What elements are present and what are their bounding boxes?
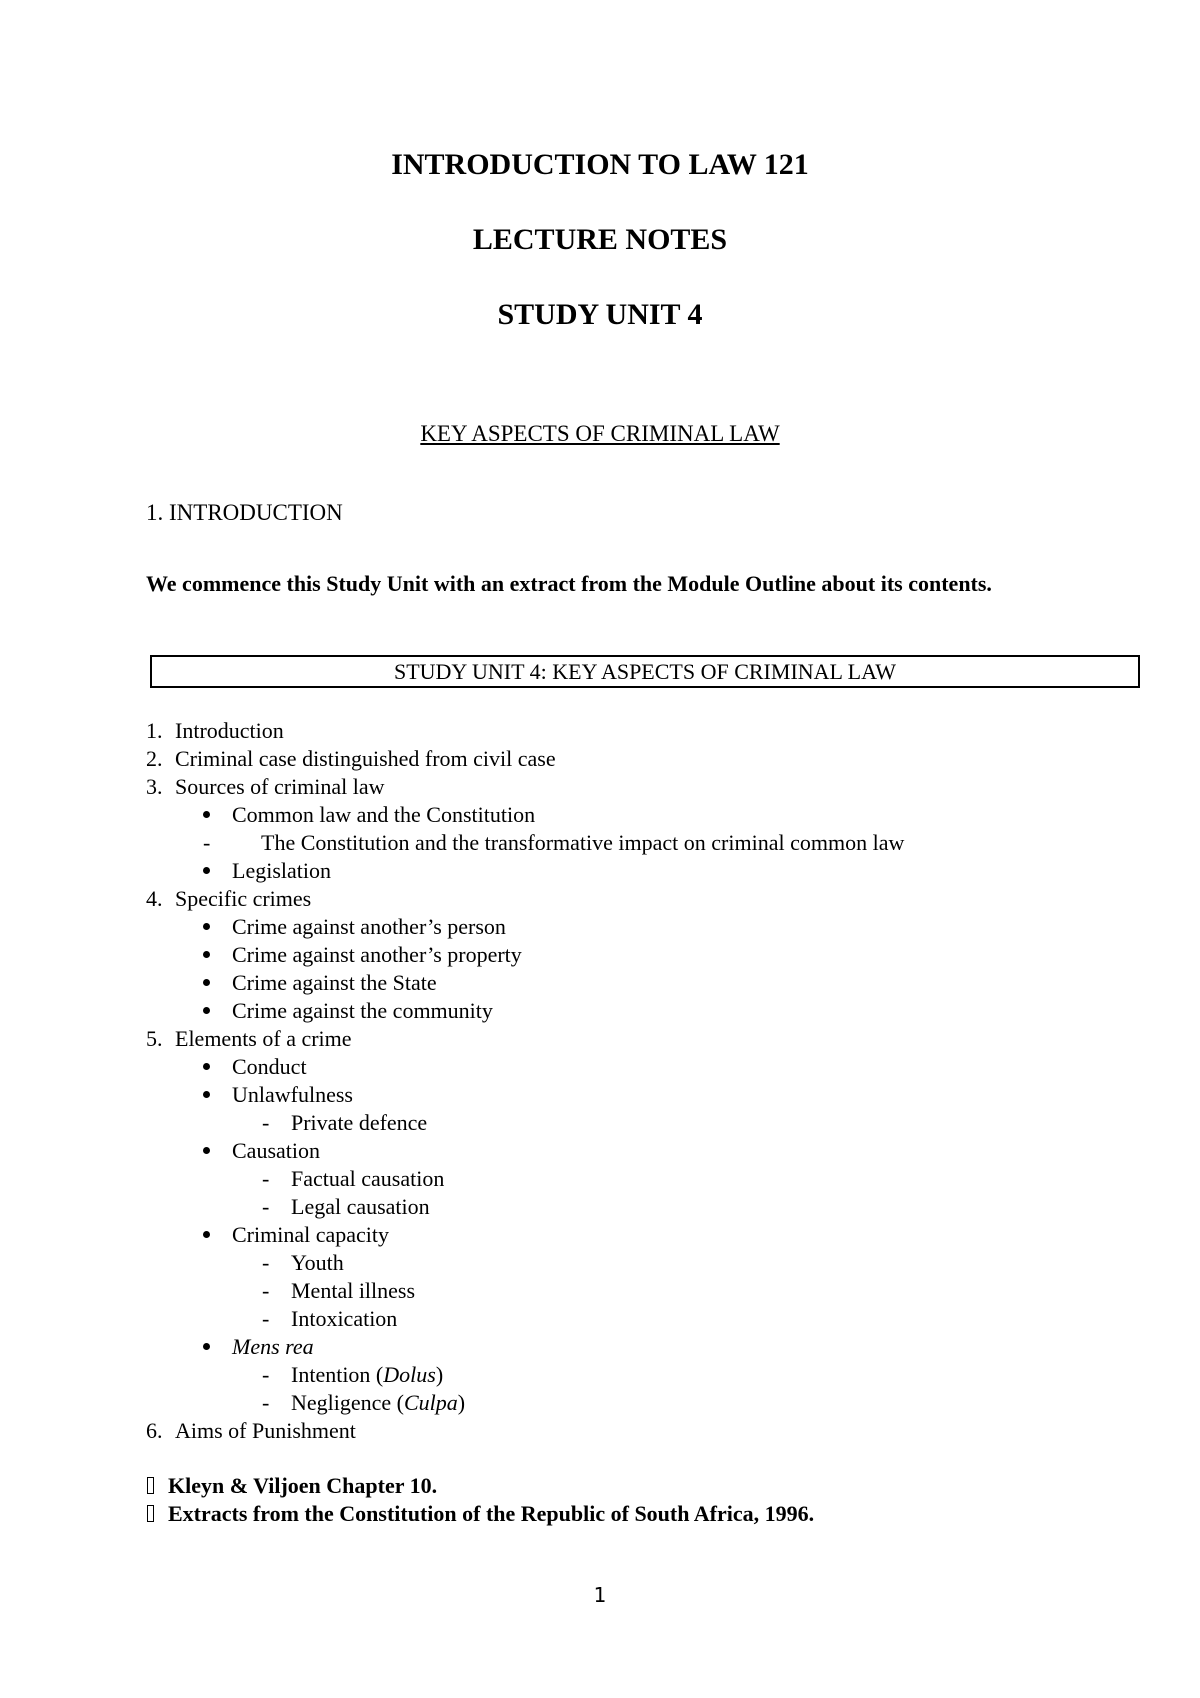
label-text: Negligence (: [291, 1390, 404, 1415]
dash-marker: -: [262, 1390, 270, 1415]
outline-sublabel: Unlawfulness: [232, 1082, 353, 1107]
dash-marker: -: [262, 1194, 270, 1219]
book-icon: [147, 1477, 154, 1494]
outline-number: 6.: [146, 1418, 163, 1443]
module-outline: [146, 717, 1146, 1445]
outline-number: 2.: [146, 746, 163, 771]
outline-subsubitem: [146, 1389, 1146, 1417]
outline-subsublabel: Youth: [291, 1250, 344, 1275]
outline-sublabel: Crime against the State: [232, 970, 437, 995]
outline-number: 4.: [146, 886, 163, 911]
outline-item: [146, 773, 1146, 801]
outline-label: Elements of a crime: [175, 1026, 352, 1051]
outline-subitem: [146, 801, 1146, 829]
page-number: 1: [593, 1583, 607, 1607]
outline-subsublabel: Intoxication: [291, 1306, 398, 1331]
outline-sublabel: Crime against another’s person: [232, 914, 506, 939]
outline-subitem: [146, 969, 1146, 997]
outline-item: [146, 1025, 1146, 1053]
reference-text: Kleyn & Viljoen Chapter 10.: [168, 1473, 438, 1498]
outline-subitem: [146, 997, 1146, 1025]
document-title: INTRODUCTION TO LAW 121: [391, 148, 809, 181]
outline-label: Specific crimes: [175, 886, 312, 911]
document-study-unit-title: STUDY UNIT 4: [497, 298, 703, 331]
outline-subsublabel: [291, 1361, 443, 1389]
latin-term: Culpa: [404, 1390, 458, 1415]
outline-subsublabel: Factual causation: [291, 1166, 445, 1191]
outline-subsublabel: Private defence: [291, 1110, 428, 1135]
dash-marker: -: [262, 1362, 270, 1387]
outline-subsubitem: [146, 1165, 1146, 1193]
outline-subitem: [146, 857, 1146, 885]
outline-subsubitem: [146, 829, 1146, 857]
dash-marker: -: [262, 1110, 270, 1135]
label-text: Intention (: [291, 1362, 384, 1387]
outline-sublabel: Criminal capacity: [232, 1222, 389, 1247]
outline-item: [146, 717, 1146, 745]
latin-term: Dolus: [383, 1362, 436, 1387]
outline-label: Introduction: [175, 718, 284, 743]
section-subtitle: KEY ASPECTS OF CRIMINAL LAW: [420, 421, 780, 446]
outline-sublabel: Common law and the Constitution: [232, 802, 536, 827]
outline-subitem: [146, 1081, 1146, 1109]
outline-number: 5.: [146, 1026, 163, 1051]
outline-subitem: [146, 941, 1146, 969]
outline-sublabel: Crime against the community: [232, 998, 493, 1023]
book-icon: [147, 1505, 154, 1522]
outline-subsubitem: [146, 1277, 1146, 1305]
intro-paragraph: We commence this Study Unit with an extract from the Module Outline about its contents.: [146, 571, 992, 596]
outline-label: Aims of Punishment: [175, 1418, 356, 1443]
reference-text: Extracts from the Constitution of the Republic of South Africa, 1996.: [168, 1501, 815, 1526]
label-text: ): [435, 1362, 444, 1387]
outline-subitem: [146, 1221, 1146, 1249]
outline-subsubitem: [146, 1109, 1146, 1137]
outline-sublabel: Crime against another’s property: [232, 942, 522, 967]
outline-number: 1.: [146, 718, 163, 743]
outline-subsubitem: [146, 1305, 1146, 1333]
outline-number: 3.: [146, 774, 163, 799]
outline-sublabel: Conduct: [232, 1054, 307, 1079]
outline-item: [146, 745, 1146, 773]
outline-label: Criminal case distinguished from civil case: [175, 746, 556, 771]
outline-subsublabel: Mental illness: [291, 1278, 416, 1303]
outline-subsubitem: [146, 1361, 1146, 1389]
dash-marker: -: [262, 1278, 270, 1303]
section-heading: 1. INTRODUCTION: [146, 500, 343, 525]
outline-subsublabel: Legal causation: [291, 1194, 430, 1219]
outline-subsublabel: The Constitution and the transformative impact on criminal common law: [261, 830, 905, 855]
dash-marker: -: [262, 1306, 270, 1331]
outline-item: [146, 1417, 1146, 1445]
outline-subitem: [146, 1137, 1146, 1165]
outline-item: [146, 885, 1146, 913]
outline-sublabel: Mens rea: [232, 1334, 314, 1359]
outline-sublabel: Legislation: [232, 858, 331, 883]
document-subtitle-lecture-notes: LECTURE NOTES: [472, 223, 728, 256]
outline-label: Sources of criminal law: [175, 774, 385, 799]
outline-subsublabel: [291, 1389, 465, 1417]
outline-subsubitem: [146, 1249, 1146, 1277]
dash-marker: -: [262, 1166, 270, 1191]
dash-marker: -: [262, 1250, 270, 1275]
outline-sublabel: Causation: [232, 1138, 320, 1163]
study-unit-box-heading: STUDY UNIT 4: KEY ASPECTS OF CRIMINAL LAW: [393, 659, 896, 684]
outline-subitem: [146, 1053, 1146, 1081]
outline-subsubitem: [146, 1193, 1146, 1221]
outline-subitem: [146, 1333, 1146, 1361]
label-text: ): [457, 1390, 466, 1415]
dash-marker: -: [203, 830, 211, 855]
study-unit-box: [150, 655, 1140, 688]
outline-subitem: [146, 913, 1146, 941]
